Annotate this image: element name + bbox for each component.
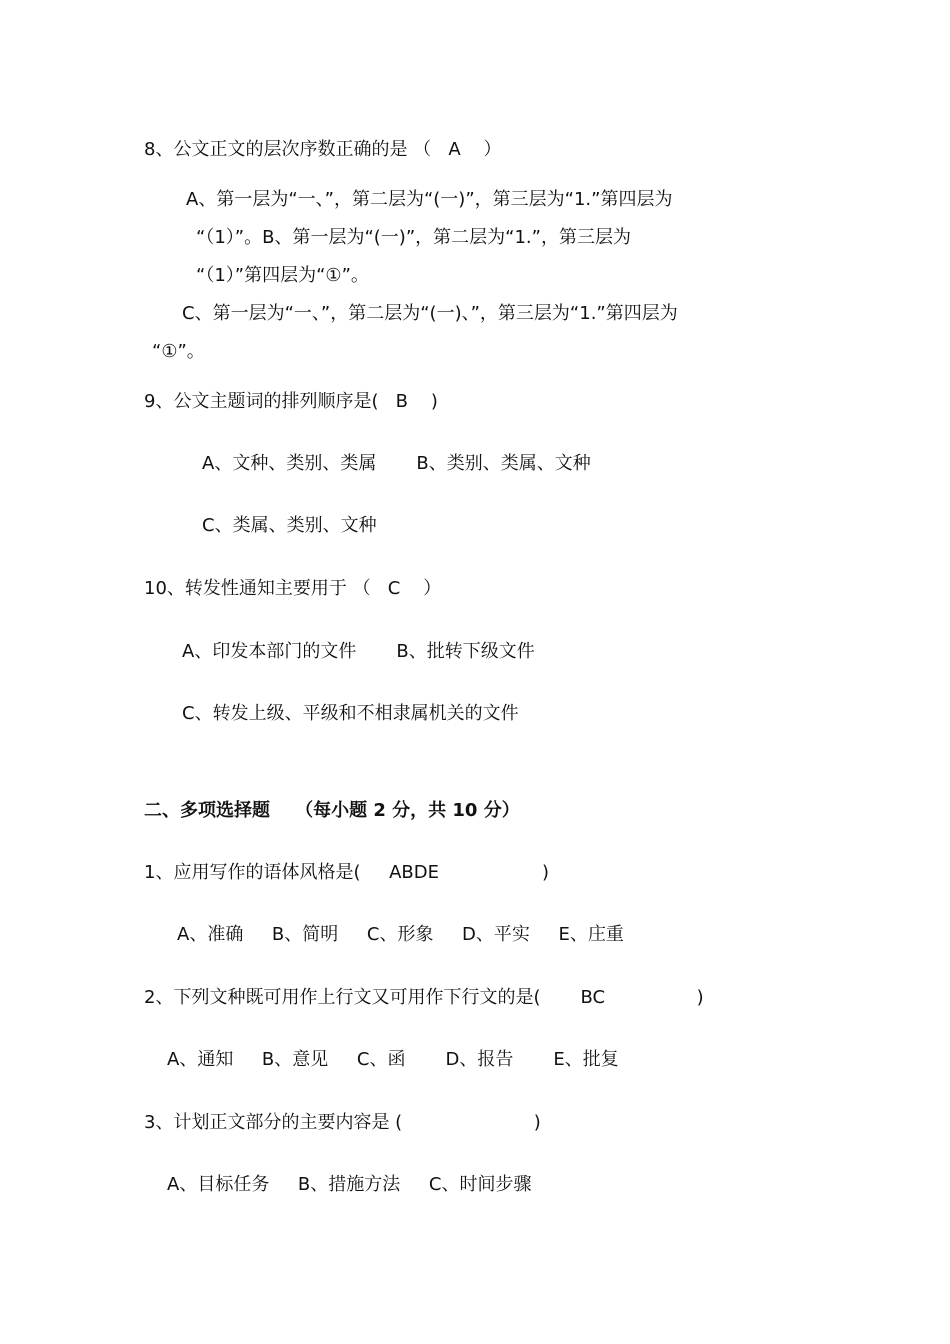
question-10-option-line-2: C、转发上级、平级和不相隶属机关的文件 <box>182 703 519 724</box>
section-title: 二、多项选择题 （每小题 2 分，共 10 分） <box>144 800 520 821</box>
multi-question-2-options: A、通知 B、意见 C、函 D、报告 E、批复 <box>167 1049 619 1070</box>
multi-question-2-stem: 2、下列文种既可用作上行文又可用作下行文的是( BC ) <box>144 987 704 1008</box>
question-9-option-line-1: A、文种、类别、类属 B、类别、类属、文种 <box>202 453 591 474</box>
multi-question-3-options: A、目标任务 B、措施方法 C、时间步骤 <box>167 1174 532 1195</box>
multi-question-1-options: A、准确 B、简明 C、形象 D、平实 E、庄重 <box>177 924 624 945</box>
multi-question-3-stem: 3、计划正文部分的主要内容是 ( ) <box>144 1112 541 1133</box>
multi-question-1-stem: 1、应用写作的语体风格是( ABDE ) <box>144 862 549 883</box>
question-9-option-line-2: C、类属、类别、文种 <box>202 515 377 536</box>
question-8-option-line-5: “①”。 <box>152 341 205 362</box>
question-8-option-line-4: C、第一层为“一、”，第二层为“(一)、”，第三层为“1.”第四层为 <box>182 303 678 324</box>
question-9-stem: 9、公文主题词的排列顺序是( B ) <box>144 391 438 412</box>
question-8-stem: 8、公文正文的层次序数正确的是 （ A ） <box>144 139 502 160</box>
question-8-option-line-2: “（1）”。B、第一层为“(一)”，第二层为“1.”，第三层为 <box>196 227 631 248</box>
question-8-option-line-3: “（1）”第四层为“①”。 <box>196 265 369 286</box>
question-10-stem: 10、转发性通知主要用于 （ C ） <box>144 578 442 599</box>
question-10-option-line-1: A、印发本部门的文件 B、批转下级文件 <box>182 641 535 662</box>
question-8-option-line-1: A、第一层为“一、”，第二层为“(一)”，第三层为“1.”第四层为 <box>186 189 673 210</box>
